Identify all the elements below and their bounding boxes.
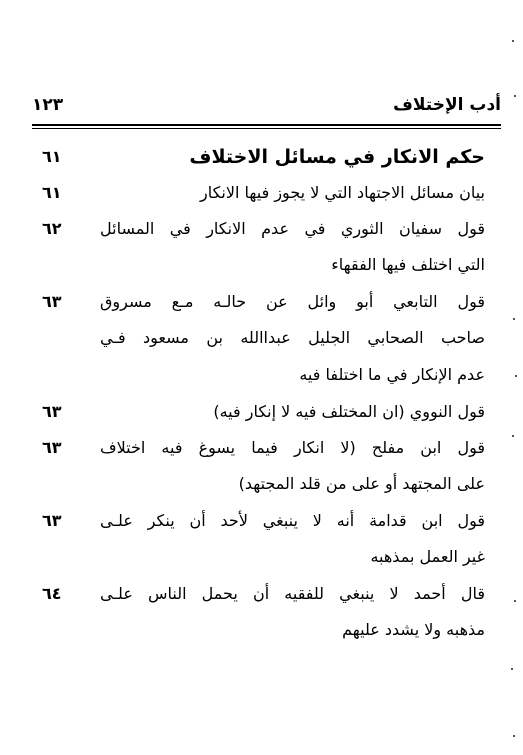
toc-page-number: ٦٤: [42, 584, 62, 603]
toc-entry-text: عدم الإنكار في ما اختلفا فيه: [299, 365, 485, 384]
toc-entry-continuation: [30, 358, 485, 395]
toc-page-number: ٦٣: [42, 292, 62, 311]
toc-entry: [30, 431, 485, 467]
toc-page-number: ٦١: [42, 147, 62, 166]
toc-entry-text: بيان مسائل الاجتهاد التي لا يجوز فيها الانكار: [199, 183, 485, 202]
table-of-contents: [30, 140, 485, 650]
toc-entry-text: صاحب الصحابي الجليل عبداالله بن مسعود فـي: [100, 328, 485, 347]
toc-entry-text: مذهبه ولا يشدد عليهم: [342, 620, 485, 639]
toc-entry-continuation: [30, 467, 485, 504]
toc-entry-continuation: [30, 321, 485, 358]
toc-entry: [30, 395, 485, 431]
toc-page-number: ٦٣: [42, 438, 62, 457]
toc-heading: حكم الانكار في مسائل الاختلاف: [189, 146, 485, 168]
toc-entry-text: قول التابعي أبو وائل عن حالـه مـع مسروق: [100, 292, 485, 311]
toc-entry-text: غير العمل بمذهبه: [370, 547, 485, 566]
toc-entry-text: التي اختلف فيها الفقهاء: [331, 255, 485, 274]
toc-entry-continuation: [30, 248, 485, 285]
running-header: [32, 88, 501, 122]
toc-entry-continuation: [30, 613, 485, 650]
toc-entry: [30, 176, 485, 212]
toc-entry-text: قول سفيان الثوري في عدم الانكار في المسائل: [100, 219, 485, 238]
header-rule: [32, 124, 501, 126]
toc-entry: [30, 285, 485, 321]
toc-entry-text: على المجتهد أو على من قلد المجتهد): [238, 474, 485, 493]
toc-entry-continuation: [30, 540, 485, 577]
toc-heading-row: [30, 140, 485, 176]
toc-page-number: ٦٢: [42, 219, 62, 238]
toc-page-number: ٦٣: [42, 402, 62, 421]
toc-entry-text: قول النووي (ان المختلف فيه لا إنكار فيه): [213, 402, 485, 421]
toc-page-number: ٦١: [42, 183, 62, 202]
toc-entry: [30, 212, 485, 248]
toc-entry-text: قول ابن قدامة أنه لا ينبغي لأحد أن ينكر علـى: [100, 511, 485, 530]
toc-page-number: ٦٣: [42, 511, 62, 530]
running-title: أدب الإختلاف: [393, 95, 501, 115]
header-rule-thin: [32, 128, 501, 129]
toc-entry-text: قول ابن مفلح (لا انكار فيما يسوغ فيه اختلاف: [100, 438, 485, 457]
toc-entry: [30, 504, 485, 540]
page-number: ١٢٣: [32, 95, 64, 115]
toc-entry: [30, 577, 485, 613]
toc-entry-text: قال أحمد لا ينبغي للفقيه أن يحمل الناس علـى: [100, 584, 485, 603]
